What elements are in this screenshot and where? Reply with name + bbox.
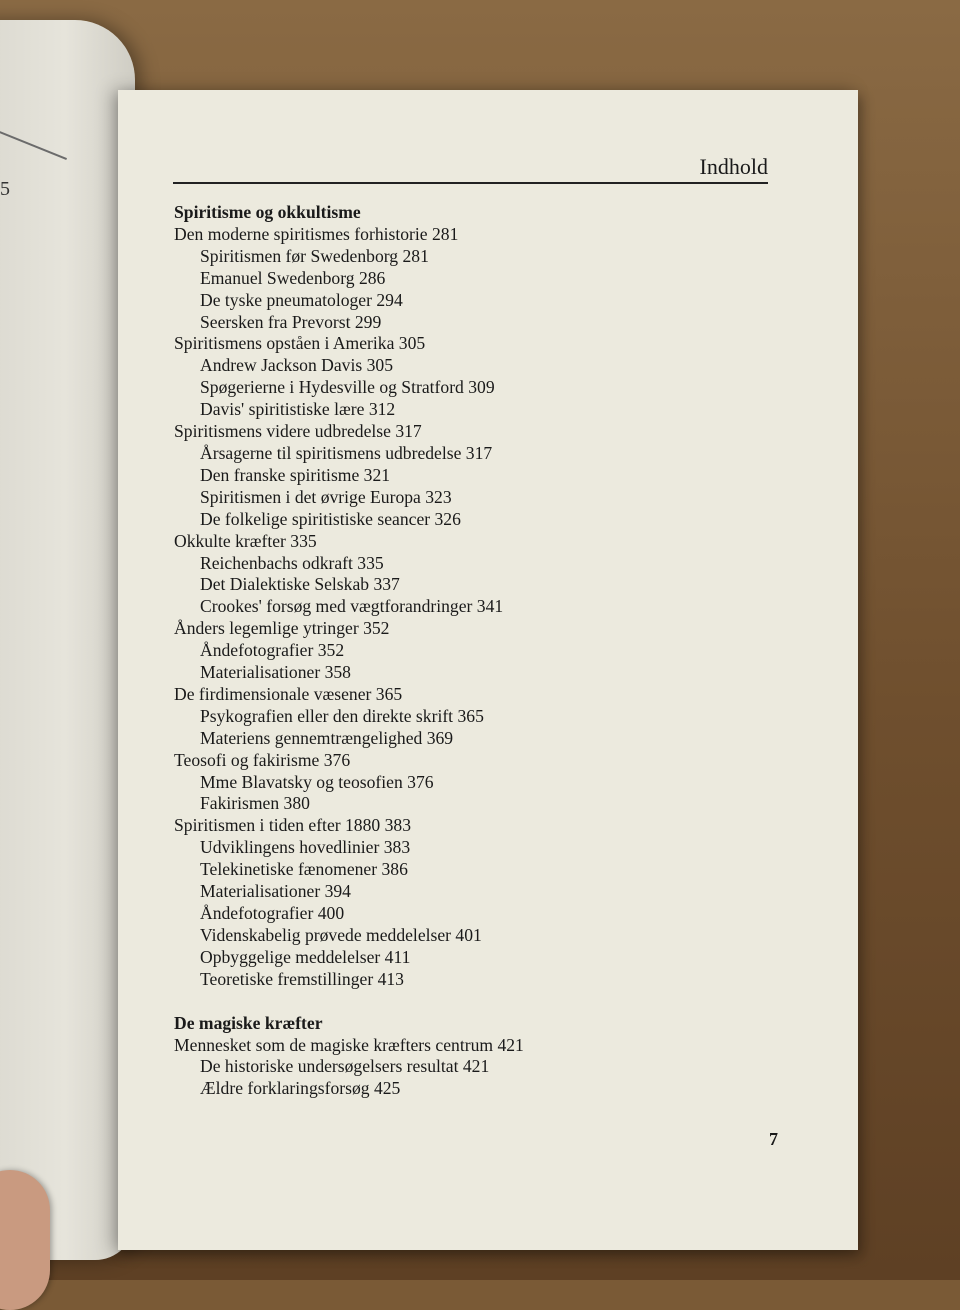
toc-subentry: Spiritismen før Swedenborg 281 xyxy=(200,245,429,266)
toc-entry: Okkulte kræfter 335 xyxy=(174,530,317,551)
toc-subentry: Seersken fra Prevorst 299 xyxy=(200,311,382,332)
section-gap xyxy=(174,991,794,1013)
toc-entry: Spiritismens videre udbredelse 317 xyxy=(174,421,422,442)
toc-subentry: Åndefotografier 352 xyxy=(200,640,345,661)
toc-subentry: De tyske pneumatologer 294 xyxy=(200,289,403,310)
left-page xyxy=(0,20,135,1260)
left-page-number: 5 xyxy=(0,178,10,200)
toc-entry: Den moderne spiritismes forhistorie 281 xyxy=(174,223,459,244)
table-of-contents xyxy=(174,202,794,1100)
head-rule xyxy=(173,182,768,184)
toc-entry: Mennesket som de magiske kræfters centrum 421 xyxy=(174,1034,524,1055)
book-page xyxy=(118,90,858,1250)
toc-subentry: Davis' spiritistiske lære 312 xyxy=(200,399,396,420)
toc-subentry: Telekinetiske fænomener 386 xyxy=(200,859,408,880)
page-number: 7 xyxy=(769,1129,778,1149)
toc-subentry: Årsagerne til spiritismens udbredelse 317 xyxy=(200,442,493,463)
toc-subentry: Teoretiske fremstillinger 413 xyxy=(200,968,404,989)
toc-subentry: Spøgerierne i Hydesville og Stratford 309 xyxy=(200,377,495,398)
section-title: De magiske kræfter xyxy=(174,1012,323,1033)
toc-subentry: Den franske spiritisme 321 xyxy=(200,464,391,485)
toc-subentry: Materialisationer 358 xyxy=(200,662,351,683)
toc-subentry: Opbyggelige meddelelser 411 xyxy=(200,946,411,967)
section-title: Spiritisme og okkultisme xyxy=(174,202,361,222)
toc-subentry: De folkelige spiritistiske seancer 326 xyxy=(200,508,461,529)
toc-subentry: Psykografien eller den direkte skrift 365 xyxy=(200,705,484,726)
toc-subentry: Fakirismen 380 xyxy=(200,793,310,814)
finger xyxy=(0,1170,50,1310)
left-page-rule xyxy=(0,115,67,160)
toc-subentry: Materiens gennemtrængelighed 369 xyxy=(200,727,454,748)
toc-subentry: Crookes' forsøg med vægtforandringer 341 xyxy=(200,596,504,617)
toc-subentry: Udviklingens hovedlinier 383 xyxy=(200,837,411,858)
toc-entry: Teosofi og fakirisme 376 xyxy=(174,749,351,770)
toc-subentry: Videnskabelig prøvede meddelelser 401 xyxy=(200,924,482,945)
toc-subentry: Mme Blavatsky og teosofien 376 xyxy=(200,771,434,792)
toc-subentry: Det Dialektiske Selskab 337 xyxy=(200,574,400,595)
toc-subentry: Materialisationer 394 xyxy=(200,881,351,902)
toc-subentry: Spiritismen i det øvrige Europa 323 xyxy=(200,486,452,507)
toc-entry: Ånders legemlige ytringer 352 xyxy=(174,618,390,639)
toc-entry: Spiritismens opståen i Amerika 305 xyxy=(174,333,426,354)
running-head: Indhold xyxy=(699,154,768,179)
toc-subentry: De historiske undersøgelsers resultat 421 xyxy=(200,1056,490,1077)
toc-entry: Spiritismen i tiden efter 1880 383 xyxy=(174,815,411,836)
toc-subentry: Åndefotografier 400 xyxy=(200,903,345,923)
toc-subentry: Reichenbachs odkraft 335 xyxy=(200,552,384,573)
toc-subentry: Ældre forklaringsforsøg 425 xyxy=(200,1078,401,1099)
toc-subentry: Emanuel Swedenborg 286 xyxy=(200,267,386,288)
toc-subentry: Andrew Jackson Davis 305 xyxy=(200,355,394,376)
toc-entry: De firdimensionale væsener 365 xyxy=(174,683,403,704)
